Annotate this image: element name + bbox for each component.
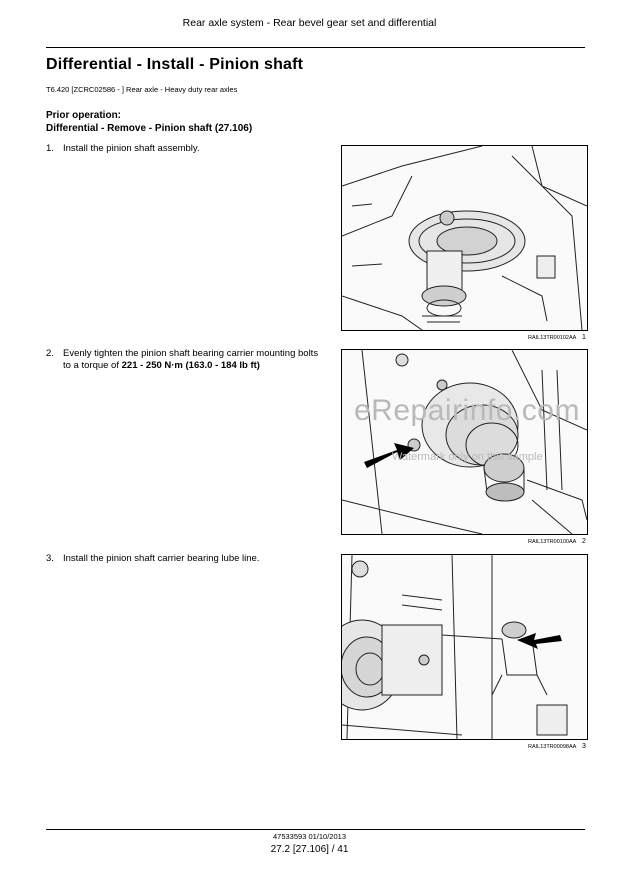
prior-operation-link[interactable]: Differential - Remove - Pinion shaft (27.106) <box>46 123 253 134</box>
torque-value: 221 - 250 N·m (163.0 - 184 lb ft) <box>121 360 260 371</box>
step-number: 1. <box>46 143 54 154</box>
header-rule <box>46 47 585 48</box>
figure-1-code: RAIL13TR00102AA <box>528 335 577 341</box>
figure-2-code: RAIL13TR00100AA <box>528 539 577 545</box>
figure-3-drawing <box>342 555 587 739</box>
figure-3-callout-arrow <box>517 633 562 649</box>
page-number: 27.2 [27.106] / 41 <box>270 844 349 855</box>
watermark-brand: eRepairinfo.com <box>354 394 580 427</box>
step-text: Install the pinion shaft assembly. <box>63 143 200 154</box>
running-header: Rear axle system - Rear bevel gear set and differential <box>182 17 437 29</box>
step-number: 3. <box>46 553 54 564</box>
step-2 <box>46 348 336 374</box>
step-number: 2. <box>46 348 54 359</box>
figure-2-drawing <box>342 350 587 534</box>
figure-1-illustration <box>341 145 588 331</box>
step-text: Install the pinion shaft carrier bearing lube line. <box>63 553 260 564</box>
applicability-line: T6.420 [ZCRC02586 - ] Rear axle - Heavy duty rear axles <box>46 85 238 94</box>
step-1 <box>46 143 336 157</box>
step-3 <box>46 553 336 567</box>
page-title: Differential - Install - Pinion shaft <box>46 56 304 73</box>
document-number: 47533593 01/10/2013 <box>273 832 346 841</box>
step-text <box>63 348 328 372</box>
figure-2-number: 2 <box>582 538 586 545</box>
figure-1-drawing <box>342 146 587 330</box>
figure-2-illustration <box>341 349 588 535</box>
watermark-note: Watermark only on this sample <box>392 451 543 463</box>
step-text-lead: Evenly tighten the pinion shaft bearing carrier mounting bolts to a torque of <box>63 348 319 371</box>
footer-rule <box>46 829 585 830</box>
figure-3-number: 3 <box>582 743 586 750</box>
figure-3-code: RAIL13TR00098AA <box>528 744 577 750</box>
prior-operation-label: Prior operation: <box>46 110 122 121</box>
figure-1-number: 1 <box>582 334 586 341</box>
figure-3-illustration <box>341 554 588 740</box>
